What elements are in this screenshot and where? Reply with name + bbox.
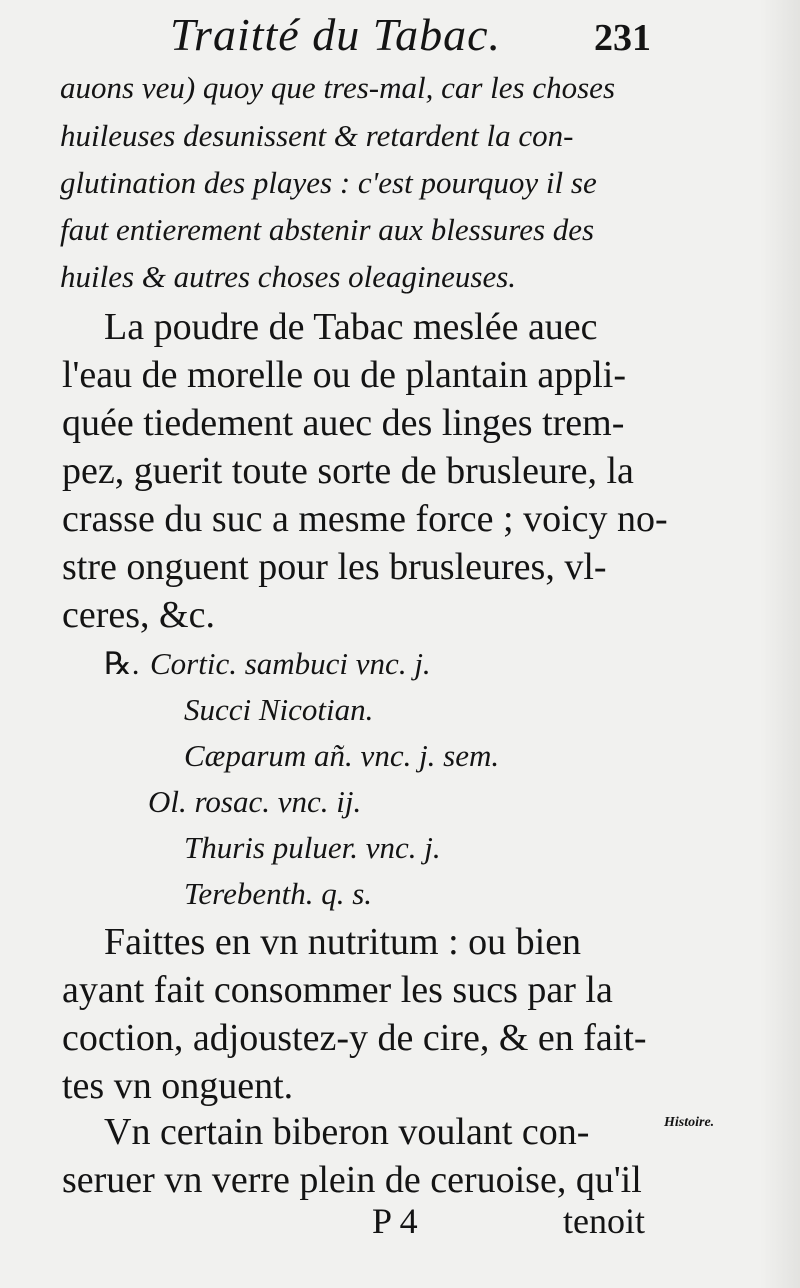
text-line: coction, adjoustez-y de cire, & en fait- — [62, 1017, 647, 1059]
recipe-line: Terebenth. q. s. — [184, 876, 373, 911]
text-line: glutination des playes : c'est pourquoy il se — [60, 165, 597, 200]
running-head — [0, 8, 800, 64]
text-line: ayant fait consommer les sucs par la — [62, 969, 613, 1011]
text-line: quée tiedement auec des linges trem- — [62, 402, 625, 444]
recipe-line: Cæparum añ. vnc. j. sem. — [184, 738, 500, 773]
recipe-line: Thuris puluer. vnc. j. — [184, 830, 441, 865]
paragraph-first-line: Faittes en vn nutritum : ou bien — [104, 921, 582, 963]
catchword: tenoit — [563, 1201, 645, 1241]
text-line: pez, guerit toute sorte de brusleure, la — [62, 450, 634, 492]
text-line: crasse du suc a mesme force ; voicy no- — [62, 498, 668, 540]
paragraph-first-line: Vn certain biberon voulant con- — [104, 1111, 590, 1153]
recipe-symbol: ℞. — [104, 646, 140, 681]
text-line: l'eau de morelle ou de plantain appli- — [62, 354, 626, 396]
text-line: seruer vn verre plein de ceruoise, qu'il — [62, 1159, 642, 1201]
text-line: auons veu) quoy que tres-mal, car les choses — [60, 70, 616, 105]
text-line: tes vn onguent. — [62, 1065, 294, 1107]
text-line: huiles & autres choses oleagineuses. — [60, 259, 517, 294]
recipe-line: Cortic. sambuci vnc. j. — [150, 646, 431, 681]
signature-mark: P 4 — [372, 1201, 418, 1241]
text-line: stre onguent pour les brusleures, vl- — [62, 546, 607, 588]
text-line: huileuses desunissent & retardent la con- — [60, 118, 574, 153]
marginal-note: Histoire. — [664, 1115, 715, 1130]
page-number: 231 — [594, 17, 651, 59]
text-line: faut entierement abstenir aux blessures des — [60, 212, 595, 247]
page-edge-shadow — [760, 0, 800, 1288]
paragraph-first-line: La poudre de Tabac meslée auec — [104, 306, 598, 348]
running-head-title: Traitté du Tabac. — [170, 9, 501, 60]
text-line: ceres, &c. — [62, 594, 215, 636]
recipe-line: Ol. rosac. vnc. ij. — [148, 784, 362, 819]
recipe-line: Succi Nicotian. — [184, 692, 374, 727]
